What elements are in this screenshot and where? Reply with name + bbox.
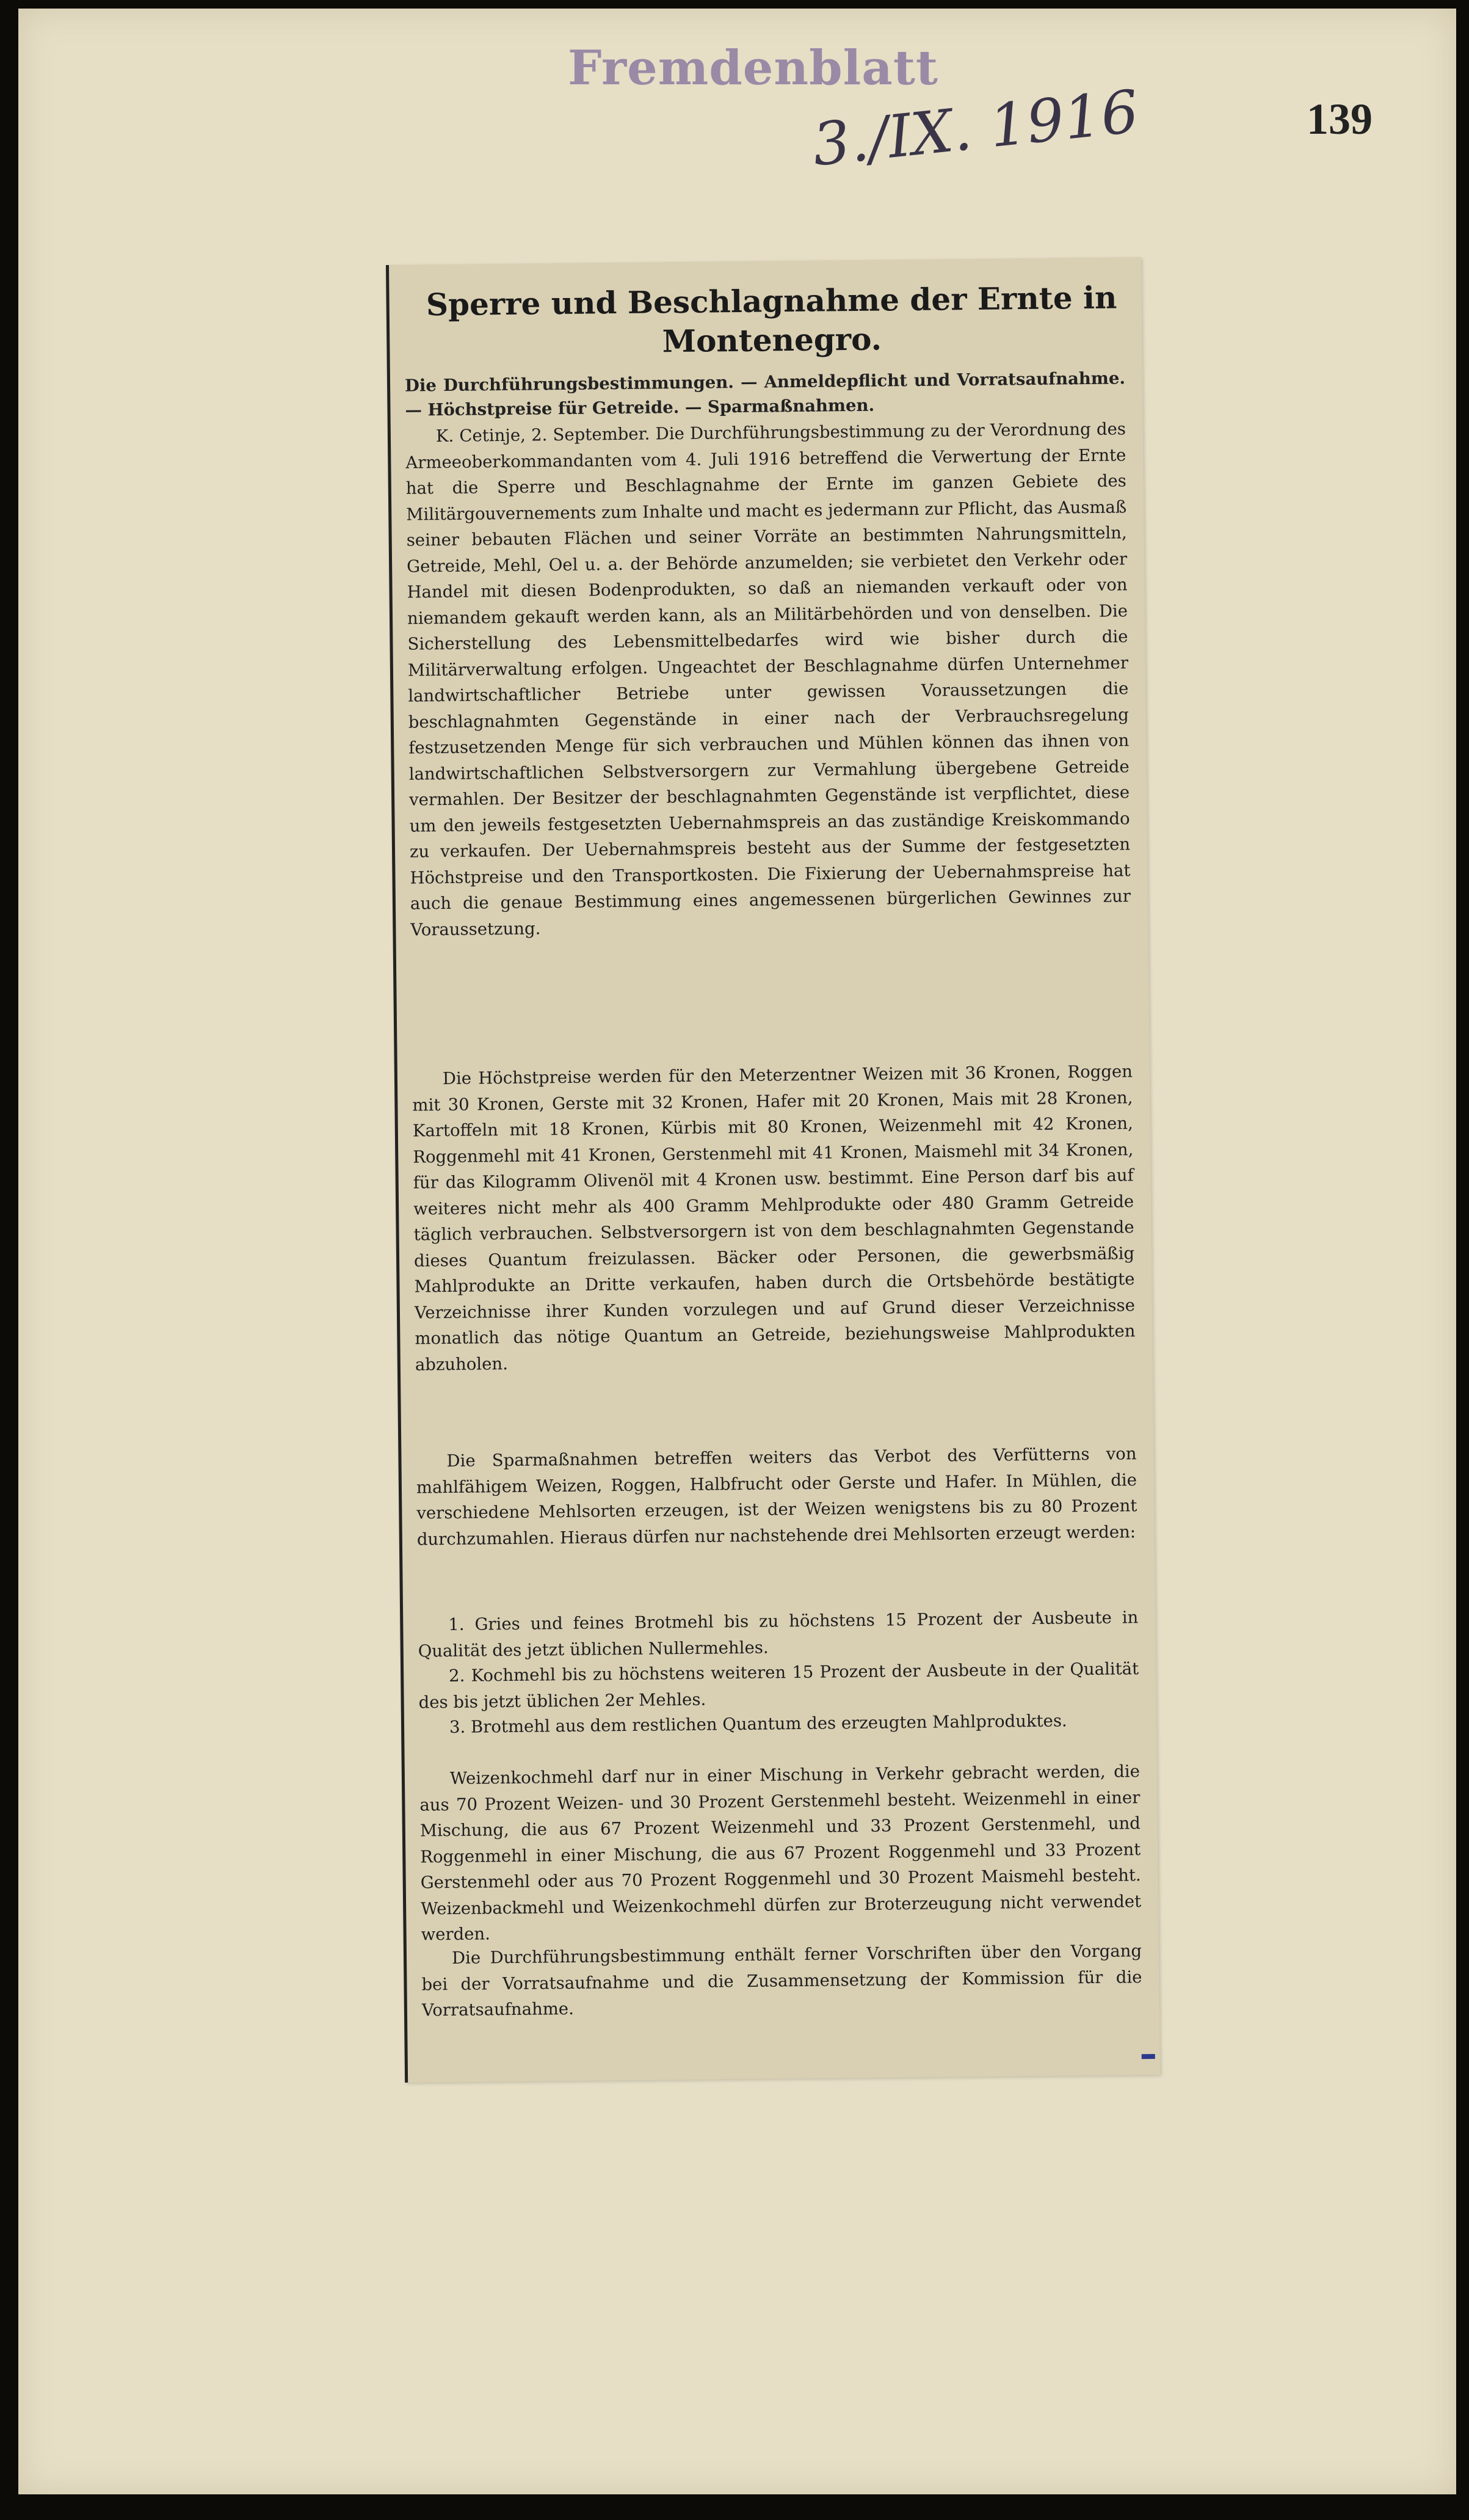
handwritten-date: 3./IX. 1916 <box>809 77 1142 180</box>
paragraph-closing: Die Durchführungsbestimmung enthält ferner Vorschriften über den Vorgang bei der Vorratsaufnahme und die Zusammensetzung der Kommission für die Vorratsaufnahme. <box>421 1941 1142 2020</box>
paragraph-savings: Die Sparmaßnahmen betreffen weiters das Verbot des Verfütterns von mahlfähigem Weizen, Roggen, Halbfrucht oder Gerste und Hafer. In Mühlen, die verschiedene Mehlsorten erzeugen, ist der Weizen wenigstens bis zu 80 Prozent durchzumahlen. Hieraus dürfen nur nachstehende drei Mehlsorten erzeugt werden: <box>416 1444 1137 1550</box>
list-item: 3. Brotmehl aus dem restlichen Quantum des erzeugten Mahlproduktes. <box>449 1711 1067 1738</box>
subheading: Die Durchführungsbestimmungen. — Anmeldepflicht und Vorratsaufnahme. — Höchstpreise für Getreide. — Sparmaßnahmen. <box>404 368 1126 420</box>
archive-sheet <box>18 9 1456 2494</box>
newspaper-stamp: Fremdenblatt <box>568 40 938 96</box>
page-number: 139 <box>1307 95 1373 144</box>
list-item: 2. Kochmehl bis zu höchstens weiteren 15 Prozent der Ausbeute in der Qualität des bis jetzt üblichen 2er Mehles. <box>418 1659 1139 1713</box>
paragraph-mixtures: Weizenkochmehl darf nur in einer Mischung in Verkehr gebracht werden, die aus 70 Prozent Weizen- und 30 Prozent Gerstenmehl besteht. Weizenmehl in einer Mischung, die aus 67 Prozent Weizenmehl und 33 Prozent Gerstenmehl, und Roggenmehl in einer Mischung, die aus 67 Prozent Roggenmehl und 33 Prozent Gerstenmehl oder aus 70 Prozent Roggenmehl und 30 Prozent Maismehl besteht. Weizenbackmehl und Weizenkochmehl dürfen zur Broterzeugung nicht verwendet werden. <box>419 1761 1142 1945</box>
newspaper-clipping <box>386 257 1160 2083</box>
list-item: 1. Gries und feines Brotmehl bis zu höchstens 15 Prozent der Ausbeute in Qualität des jetzt üblichen Nullermehles. <box>418 1608 1139 1661</box>
paragraph-intro: K. Cetinje, 2. September. Die Durchführungsbestimmung zu der Verordnung des Armeeoberkommandanten vom 4. Juli 1916 betreffend die Verwertung der Ernte hat die Sperre und Beschlagnahme der Ernte im ganzen Gebiete des Militärgouvernements zum Inhalte und macht es jedermann zur Pflicht, das Ausmaß seiner bebauten Flächen und seiner Vorräte an bestimmten Nahrungsmitteln, Getreide, Mehl, Oel u. a. der Behörde anzumelden; sie verbietet den Verkehr oder Handel mit diesen Bodenprodukten, so daß an niemanden verkauft oder von niemandem gekauft werden kann, als an Militärbehörden und von denselben. Die Sicherstellung des Lebensmittelbedarfes wird wie bisher durch die Militärverwaltung erfolgen. Ungeachtet der Beschlagnahme dürfen Unternehmer landwirtschaftlicher Betriebe unter gewissen Voraussetzungen die beschlagnahmten Gegenstände in einer nach der Verbrauchsregelung festzusetzenden Menge für sich verbrauchen und Mühlen können das ihnen von landwirtschaftlichen Selbstversorgern zur Vermahlung übergebene Getreide vermahlen. Der Besitzer der beschlagnahmten Gegenstände ist verpflichtet, diese um den jeweils festgesetzten Uebernahmspreis an das zuständige Kreiskommando zu verkaufen. Der Uebernahmspreis besteht aus der Summe der festgesetzten Höchstpreise und den Transportkosten. Die Fixierung der Uebernahmspreise hat auch die genaue Bestimmung eines angemessenen bürgerlichen Gewinnes zur Voraussetzung. <box>405 419 1131 940</box>
headline-line-2: Montenegro. <box>662 321 882 360</box>
paragraph-max-prices: Die Höchstpreise werden für den Meterzentner Weizen mit 36 Kronen, Roggen mit 30 Kronen, Gerste mit 32 Kronen, Hafer mit 20 Kronen, Mais mit 28 Kronen, Kartoffeln mit 18 Kronen, Kürbis mit 80 Kronen, Weizenmehl mit 42 Kronen, Roggenmehl mit 41 Kronen, Gerstenmehl mit 41 Kronen, Maismehl mit 34 Kronen, für das Kilogramm Olivenöl mit 4 Kronen usw. bestimmt. Eine Person darf bis auf weiteres nicht mehr als 400 Gramm Mehlprodukte oder 480 Gramm Getreide täglich verbrauchen. Selbstversorgern ist von dem beschlagnahmten Gegenstande dieses Quantum freizulassen. Bäcker oder Personen, die gewerbsmäßig Mahlprodukte an Dritte verkaufen, haben durch die Ortsbehörde bestätigte Verzeichnisse ihrer Kunden vorzulegen und auf Grund dieser Verzeichnisse monatlich das nötige Quantum an Getreide, beziehungsweise Mahlprodukten abzuholen. <box>412 1062 1136 1375</box>
headline-line-1: Sperre und Beschlagnahme der Ernte in <box>426 279 1117 323</box>
clipping-content <box>389 257 1160 2083</box>
end-mark <box>1142 2054 1155 2059</box>
